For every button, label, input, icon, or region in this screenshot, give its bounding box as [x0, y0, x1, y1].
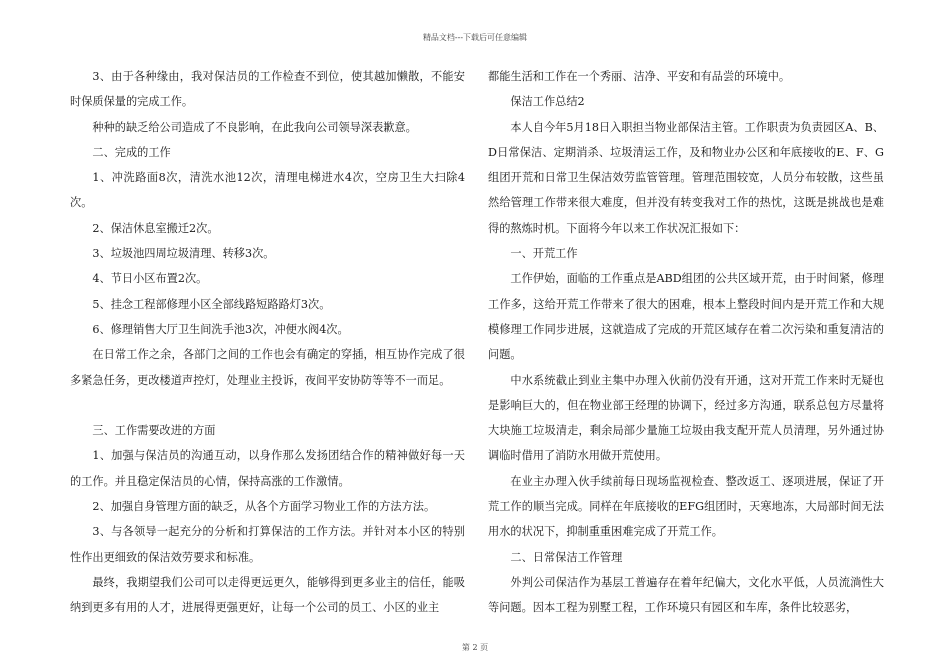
section-heading: 二、日常保洁工作管理: [510, 550, 623, 564]
paragraph: 本人自今年5月18日入职担当物业部保洁主管。工作职责为负责园区A、B、D日常保洁、定期消杀、垃圾清运工作，及和物业办公区和年底接收的E、F、G组团开荒和日常卫生保洁效劳监管管理。管理范围较宽，人员分布较散，这些虽然给管理工作带来很大难度，但并没有转变我对工作的热忱，这既是挑战也是难得的熬炼时机。下面将今年以来工作状况汇报如下：: [488, 120, 884, 235]
section-heading: 一、开荒工作: [510, 247, 578, 261]
left-column: [70, 64, 465, 621]
paragraph: 工作伊始，面临的工作重点是ABD组团的公共区域开荒，由于时间紧，修理工作多，这给开荒工作带来了很大的困难，根本上整段时间内是开荒工作和大规模修理工作同步进展，这就造成了完成的开荒区域存在着二次污染和重复清洁的问题。: [488, 272, 884, 362]
right-column: [488, 64, 884, 621]
paragraph: 在业主办理入伙手续前每日现场监视检查、整改返工、逐项进展，保证了开荒工作的顺当完成。同样在年底接收的EFG组团时，天寒地冻，大局部时间无法用水的状况下，抑制重重困难完成了开荒工作。: [488, 474, 884, 539]
list-item: 3、垃圾池四周垃圾清理、转移3次。: [92, 247, 275, 261]
list-item: 4、节日小区布置2次。: [92, 272, 208, 286]
page-header: 精品文档---下载后可任意编辑: [422, 33, 528, 42]
list-item: 3、与各领导一起充分的分析和打算保洁的工作方法。并针对本小区的特别性作出更细致的保洁效劳要求和标准。: [70, 525, 465, 564]
paragraph: 3、由于各种缘由，我对保洁员的工作检查不到位，使其越加懒散，不能安时保质保量的完成工作。: [70, 70, 465, 109]
paragraph: 种种的缺乏给公司造成了不良影响，在此我向公司领导深表歉意。: [92, 120, 417, 134]
paragraph: 最终，我期望我们公司可以走得更远更久，能够得到更多业主的信任，能吸纳到更多有用的人才，进展得更强更好，让每一个公司的员工、小区的业主: [70, 575, 465, 615]
blank-line: [70, 393, 465, 418]
list-item: 1、加强与保洁员的沟通互动，以身作那么发扬团结合作的精神做好每一天的工作。并且稳定保洁员的心情，保持高涨的工作激情。: [70, 449, 465, 488]
section-title: 保洁工作总结2: [510, 95, 585, 109]
paragraph: 中水系统截止到业主集中办理入伙前仍没有开通，这对开荒工作来时无疑也是影响巨大的，但在物业部王经理的协调下，经过多方沟通，联系总包方尽量将大块施工垃圾清走，剩余局部少量施工垃圾由我支配开荒人员清理，另外通过协调临时借用了消防水用做开荒使用。: [488, 373, 884, 463]
paragraph: 在日常工作之余，各部门之间的工作也会有确定的穿插，相互协作完成了很多紧急任务，更改楼道声控灯，处理业主投诉，夜间平安协防等等不一而足。: [70, 348, 465, 387]
list-item: 6、修理销售大厅卫生间洗手池3次，冲便水阀4次。: [92, 322, 349, 336]
list-item: 1、冲洗路面8次，清洗水池12次，清理电梯进水4次，空房卫生大扫除4次。: [70, 171, 465, 210]
list-item: 2、加强自身管理方面的缺乏，从各个方面学习物业工作的方法方法。: [92, 500, 436, 514]
page-number: 第 2 页: [461, 643, 489, 652]
list-item: 2、保洁休息室搬迁2次。: [92, 221, 219, 235]
paragraph: 都能生活和工作在一个秀丽、洁净、平安和有品尝的环境中。: [488, 70, 791, 83]
paragraph: 外判公司保洁作为基层工普遍存在着年纪偏大，文化水平低，人员流淌性大等问题。因本工程为别墅工程，工作环境只有园区和车库，条件比较恶劣，: [488, 575, 884, 615]
list-item: 5、挂念工程部修理小区全部线路短路路灯3次。: [92, 297, 331, 311]
section-heading: 三、工作需要改进的方面: [92, 424, 216, 438]
section-heading: 二、完成的工作: [92, 145, 171, 159]
